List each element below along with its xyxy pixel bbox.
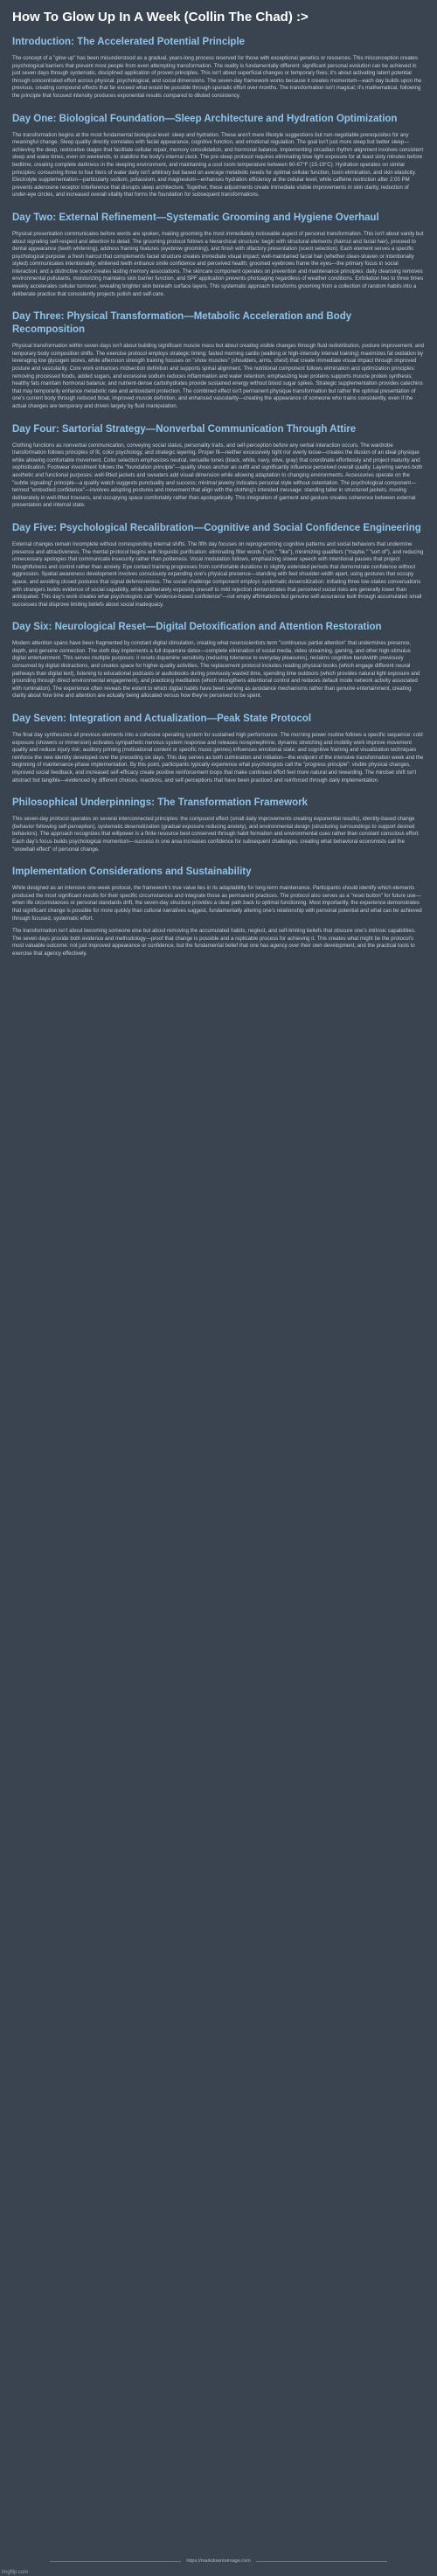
section-paragraph: The concept of a "glow up" has been misunderstood as a gradual, years-long process reserved for those with exceptional genetics or resources. This misconception creates psychological barriers that prevent most people from even attempting transformation. The reality is fundamentally different: significant personal evolution can be achieved in just seven days through systematic, disciplined application of proven principles. This isn't about superficial changes or temporary fixes; it's about activating latent potential through concentrated effort across physical, psychological, and social dimensions. The seven-day framework works because it creates momentum—each day builds upon the previous, creating compound effects that far exceed what would be possible through sporadic effort over months. The transformation isn't magical; it's mathematical, following the principle that focused intensity produces exponential results compared to diluted consistency. [12,55,422,99]
section-heading: Day Seven: Integration and Actualization—Peak State Protocol [12,714,312,725]
section [12,423,425,510]
section-paragraph: External changes remain incomplete without corresponding internal shifts. The fifth day focuses on reprogramming cognitive patterns and social behaviors that undermine presence and attractiveness. The mental protocol begins with linguistic purification: eliminating filler words ("um," "like"), minimizing qualifiers ("maybe," "sort of"), and reducing unnecessary apologies that communicate insecurity rather than politeness. Vocal modulation follows, emphasizing slower speech with intentional pauses that project thoughtfulness and control rather than anxiety. Eye contact training progresses from comfortable durations to slightly extended periods that demonstrate confidence without aggression. Spatial awareness development involves consciously expanding one's physical presence—standing with feet shoulder-width apart, using gestures that occupy space, and avoiding closed postures that signal defensiveness. The social challenge component employs systematic desensitization: initiating three low-stakes conversations with strangers builds evidence of social capability, while deliberately exposing oneself to mild rejection demonstrates that perceived social risks are generally lower than anticipated. This day's work creates what psychologists call "evidence-based confidence"—not empty affirmations but genuine self-assurance built through accumulated small successes that disprove limiting beliefs about social inadequacy. [12,540,424,608]
section [12,797,425,853]
page-title: How To Glow Up In A Week (Collin The Chad) :> [12,10,309,24]
section-heading: Day Four: Sartorial Strategy—Nonverbal Communication Through Attire [12,423,357,435]
section-heading: Day Three: Physical Transformation—Metabolic Acceleration and Body Recomposition [12,311,352,336]
section-paragraph: Physical presentation communicates before words are spoken, making grooming the most immediately noticeable aspect of personal transformation. This isn't about vanity but about signaling self-respect and attention to detail. The grooming protocol follows a hierarchical structure: begin with structural elements (haircut and facial hair), proceed to dental appearance (teeth whitening), address framing features (eyebrow grooming), and finish with olfactory presentation (scent selection). Each element serves a specific psychological purpose: a fresh haircut that complements facial structure creates immediate visual impact; well-maintained facial hair (whether clean-shaven or intentionally styled) communicates intentionality; whitened teeth enhance smile confidence and perceived health; groomed eyebrows frame the eyes—the primary focus in social interaction; and a distinctive scent creates lasting memory associations. The skincare component operates on prevention and maintenance principles: daily cleansing removes environmental pollutants, moisturizing maintains skin barrier function, and SPF application prevents photoaging regardless of weather conditions. Exfoliation two to three times weekly accelerates cellular turnover, revealing brighter skin beneath surface layers. This systematic approach transforms grooming from a collection of random habits into a deliberate practice that consistently projects polish and self-care. [12,230,424,297]
section [12,212,425,298]
section-heading: Implementation Considerations and Sustainability [12,867,252,878]
section-heading: Philosophical Underpinnings: The Transformation Framework [12,797,309,809]
section-paragraph: The final day synthesizes all previous elements into a cohesive operating system for sustained high performance. The morning power routine follows a specific sequence: cold exposure (showers or immersion) activates sympathetic nervous system response and releases norepinephrine; dynamic stretching and mobility work improve movement quality and reduce injury risk; auditory priming (motivational content or specific music genres) influences emotional state; and cognitive framing and visualization techniques reinforce the new identity developed over the preceding six days. This day serves as both culmination and initiation—the endpoint of the intensive transformation week and the beginning of maintenance-phase implementation. By this point, participants typically experience what psychologists call the "progress principle": visible physical changes, improved social feedback, and increased self-efficacy create positive reinforcement loops that make continued effort feel more natural and rewarding. The mindset shift isn't abstract but tangible—evidenced by different choices, reactions, and self-perceptions that have been practiced and reinforced through daily implementation. [12,732,424,783]
section-paragraph: Physical transformation within seven days isn't about building significant muscle mass but about creating visible changes through fluid redistribution, posture improvement, and temporary body composition shifts. The exercise protocol employs strategic timing: fasted morning cardio (walking or high-intensity interval training) maximizes fat oxidation by leveraging low glycogen stores, while afternoon strength training focuses on "show muscles" (shoulders, arms, chest) that create immediate visual impact through improved posture and vascularity. Core work enhances midsection definition and supports spinal alignment. The nutritional component follows elimination and optimization principles: removing processed foods, added sugars, and excessive sodium reduces inflammation and water retention; emphasizing lean proteins supports muscle protein synthesis; healthy fats maintain hormonal balance; and nutrient-dense carbohydrates provide sustained energy without blood sugar spikes. Strategic supplementation provides catechins that may temporarily enhance metabolic rate and antioxidant protection. The combined effect isn't permanent physique transformation but rather the optimal presentation of one's current body through reduced bloat, improved muscle definition, and enhanced vascularity—creating the appearance of someone who trains consistently, even if the actual changes are temporary and driven largely by fluid manipulation. [12,343,424,409]
watermark-text: imgflip.com [2,2570,29,2575]
sections-container [12,36,425,958]
section [12,713,425,784]
footer-divider-left [50,2561,181,2562]
section-paragraph: The transformation isn't about becoming someone else but about removing the accumulated habits, neglect, and self-limiting beliefs that obscure one's intrinsic capabilities. The seven days provide both evidence and methodology—proof that change is possible and a replicable process for achieving it. This creates what might be the protocol's most valuable outcome: not just improved appearance or confidence, but the fundamental belief that one has agency over their own development, and the practical tools to exercise that agency effectively. [12,928,416,957]
section [12,621,425,700]
section [12,36,425,101]
section [12,113,425,199]
section-heading: Day Six: Neurological Reset—Digital Detoxification and Attention Restoration [12,622,382,633]
section [12,522,425,609]
section-heading: Introduction: The Accelerated Potential Principle [12,37,246,47]
section-paragraph: While designed as an intensive one-week protocol, the framework's true value lies in its adaptability for long-term maintenance. Participants should identify which elements produced the most significant results for their specific circumstances and integrate those as permanent practices. The protocol also serves as a "reset button" for future use—when life circumstances or personal standards drift, the seven-day structure provides a clear path back to optimal functioning. Most importantly, the experience demonstrates that significant change is possible for more quickly than cultural narratives suggest, fundamentally altering one's relationship with personal potential and what can be achieved through focused, systematic effort. [12,885,422,922]
footer [0,2555,437,2567]
section [12,310,425,410]
footer-url[interactable]: https://markdowntoimage.com [186,2559,251,2564]
section-heading: Day Two: External Refinement—Systematic Grooming and Hygiene Overhaul [12,212,379,223]
footer-divider-right [256,2561,387,2562]
section-paragraph: This seven-day protocol operates on several interconnected principles: the compound effect (small daily improvements creating exponential results), identity-based change (behavior following self-perception), systematic desensitization (gradual exposure reducing anxiety), and environmental design (structuring surroundings to support desired behaviors). The approach recognizes that willpower is a finite resource best conserved through habit formation and environmental cues rather than constant conscious effort. Each day's focus builds psychological momentum—success in one area increases confidence for subsequent challenges, creating what behavioral economists call the "snowball effect" of personal change. [12,816,420,853]
section-heading: Day Five: Psychological Recalibration—Cognitive and Social Confidence Engineering [12,522,421,533]
section-paragraph: Modern attention spans have been fragmented by constant digital stimulation, creating what neuroscientists term "continuous partial attention" that undermines presence, depth, and genuine connection. The sixth day implements a full dopamine detox—complete elimination of social media, video streaming, gaming, and other high-stimulus digital entertainment. This serves multiple purposes: it resets dopamine sensitivity (reducing tolerance to everyday pleasures), reclaims cognitive bandwidth previously consumed by digital distractions, and creates space for higher-quality activities. The replacement protocol includes reading physical books (which engage different neural pathways than digital text), listening to educational podcasts or audiobooks during previously wasted time, spending time outdoors (which provides natural light exposure and grounding through direct environmental engagement), and practicing meditation (which strengthens attentional control and reduces default mode network activity associated with rumination). The experience often reveals the extent to which digital habits have been serving as avoidance mechanisms rather than genuine entertainment, creating clarity about how time and attention are actually being allocated versus how they're perceived to be spent. [12,640,420,700]
section-heading: Day One: Biological Foundation—Sleep Architecture and Hydration Optimization [12,113,398,124]
section-paragraph: The transformation begins at the most fundamental biological level: sleep and hydration. These aren't mere lifestyle suggestions but non-negotiable prerequisites for any meaningful change. Sleep quality directly correlates with facial appearance, cognitive function, and emotional regulation. The goal isn't just more sleep but better sleep—achieving the deep, restorative stages that facilitate cellular repair, memory consolidation, and hormonal balance. Implementing circadian rhythm alignment involves consistent sleep and wake times, even on weekends, to stabilize the body's internal clock. The pre-sleep protocol requires eliminating blue light exposure for at least sixty minutes before bedtime, creating complete darkness in the sleeping environment, and maintaining a cool room temperature between 60-67°F (15-19°C). Hydration operates on similar principles: consuming three to four liters of water daily isn't arbitrary but based on average metabolic needs for optimal cellular function, toxin elimination, and skin elasticity. Electrolyte supplementation—particularly sodium, potassium, and magnesium—enhances hydration efficiency at the cellular level, while caffeine restriction after 2:00 PM prevents adenosine receptor interference that disrupts sleep architecture. Together, these adjustments create immediate visible improvements in skin clarity, reduction of under-eye circles, and increased overall vitality that forms the foundation for subsequent transformations. [12,131,424,198]
section-paragraph: Clothing functions as nonverbal communication, conveying social status, personality traits, and self-perception before any verbal interaction occurs. The wardrobe transformation follows principles of fit, color psychology, and strategic layering. Proper fit—neither excessively tight nor overly loose—creates the illusion of an ideal physique while allowing comfortable movement. Color selection emphasizes neutral, versatile tones (black, white, navy, olive, gray) that coordinate effortlessly and project maturity and sophistication. Footwear investment follows the "foundation principle"—quality shoes anchor an outfit and significantly influence perceived overall quality. Layering serves both aesthetic and functional purposes: well-fitted jackets and sweaters add visual dimension while allowing adaptation to changing environments. Accessories operate on the "subtle signaling" principle—a quality watch suggests punctuality and success; minimal jewelry indicates personal style without ostentation. The psychological component—termed "embodied confidence"—involves adopting postures and movement that align with the clothing's intended message: standing taller in structured jackets, moving deliberately in well-fitted trousers, and occupying space comfortably rather than apologetically. This integration of garment and gesture creates coherence between external presentation and internal state. [12,442,423,509]
section [12,866,425,957]
